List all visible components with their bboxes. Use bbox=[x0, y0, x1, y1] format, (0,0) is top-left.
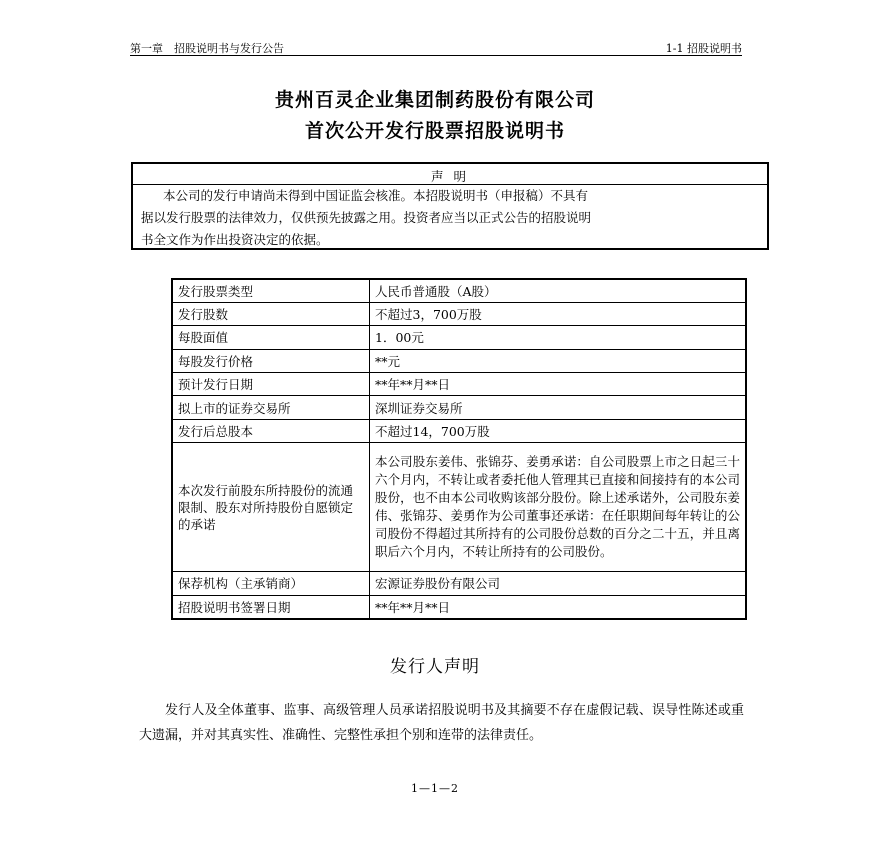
table-row bbox=[172, 279, 746, 302]
declaration-box bbox=[131, 162, 769, 250]
row-label: 保荐机构（主承销商） bbox=[172, 572, 370, 595]
table-row bbox=[172, 572, 746, 595]
declaration-line: 书全文作为作出投资决定的依据。 bbox=[141, 232, 329, 247]
row-value: 本公司股东姜伟、张锦芬、姜勇承诺：自公司股票上市之日起三十六个月内，不转让或者委托他人管理其已直接和间接持有的本公司股份，也不由本公司收购该部分股份。除上述承诺外，公司股东姜伟、张锦芬、姜勇作为公司董事还承诺：在任职期间每年转让的公司股份不得超过其所持有的公司股份总数的百分之二十五，并且离职后六个月内，不转让所持有的公司股份。 bbox=[370, 443, 747, 572]
row-value: 宏源证券股份有限公司 bbox=[370, 572, 747, 595]
row-value: **元 bbox=[370, 349, 747, 372]
row-label: 预计发行日期 bbox=[172, 373, 370, 396]
row-value: 1．00元 bbox=[370, 326, 747, 349]
table-row bbox=[172, 326, 746, 349]
declaration-line: 据以发行股票的法律效力，仅供预先披露之用。投资者应当以正式公告的招股说明 bbox=[141, 210, 592, 225]
header-divider bbox=[130, 55, 742, 56]
table-row bbox=[172, 396, 746, 419]
declaration-heading: 声 明 bbox=[431, 169, 469, 184]
row-label: 招股说明书签署日期 bbox=[172, 595, 370, 618]
table-row bbox=[172, 349, 746, 372]
table-row bbox=[172, 595, 746, 618]
row-label: 每股发行价格 bbox=[172, 349, 370, 372]
offering-summary-table bbox=[171, 278, 747, 620]
row-value: **年**月**日 bbox=[370, 595, 747, 618]
row-label: 发行后总股本 bbox=[172, 419, 370, 442]
page-number: 1—1—2 bbox=[411, 782, 459, 795]
table-row bbox=[172, 302, 746, 325]
company-title: 贵州百灵企业集团制药股份有限公司 bbox=[274, 89, 595, 111]
running-header bbox=[130, 40, 742, 56]
table-row bbox=[172, 419, 746, 442]
row-label: 发行股票类型 bbox=[172, 279, 370, 302]
document-title: 首次公开发行股票招股说明书 bbox=[304, 120, 565, 142]
declaration-line: 本公司的发行申请尚未得到中国证监会核准。本招股说明书（申报稿）不具有 bbox=[163, 188, 589, 203]
row-label: 拟上市的证券交易所 bbox=[172, 396, 370, 419]
row-label: 发行股数 bbox=[172, 302, 370, 325]
row-value: 深圳证券交易所 bbox=[370, 396, 747, 419]
header-chapter: 第一章 招股说明书与发行公告 bbox=[130, 42, 284, 55]
table-row bbox=[172, 443, 746, 572]
row-value: 不超过14，700万股 bbox=[370, 419, 747, 442]
table-row bbox=[172, 373, 746, 396]
header-document-label: 1-1 招股说明书 bbox=[665, 42, 742, 55]
row-label: 每股面值 bbox=[172, 326, 370, 349]
row-label: 本次发行前股东所持股份的流通限制、股东对所持股份自愿锁定的承诺 bbox=[172, 443, 370, 572]
issuer-statement-title: 发行人声明 bbox=[390, 657, 480, 677]
row-value: **年**月**日 bbox=[370, 373, 747, 396]
issuer-statement-body: 发行人及全体董事、监事、高级管理人员承诺招股说明书及其摘要不存在虚假记载、误导性陈述或重大遗漏，并对其真实性、准确性、完整性承担个别和连带的法律责任。 bbox=[139, 703, 744, 743]
declaration-heading-divider bbox=[133, 184, 767, 185]
row-value: 不超过3，700万股 bbox=[370, 302, 747, 325]
row-value: 人民币普通股（A股） bbox=[370, 279, 747, 302]
